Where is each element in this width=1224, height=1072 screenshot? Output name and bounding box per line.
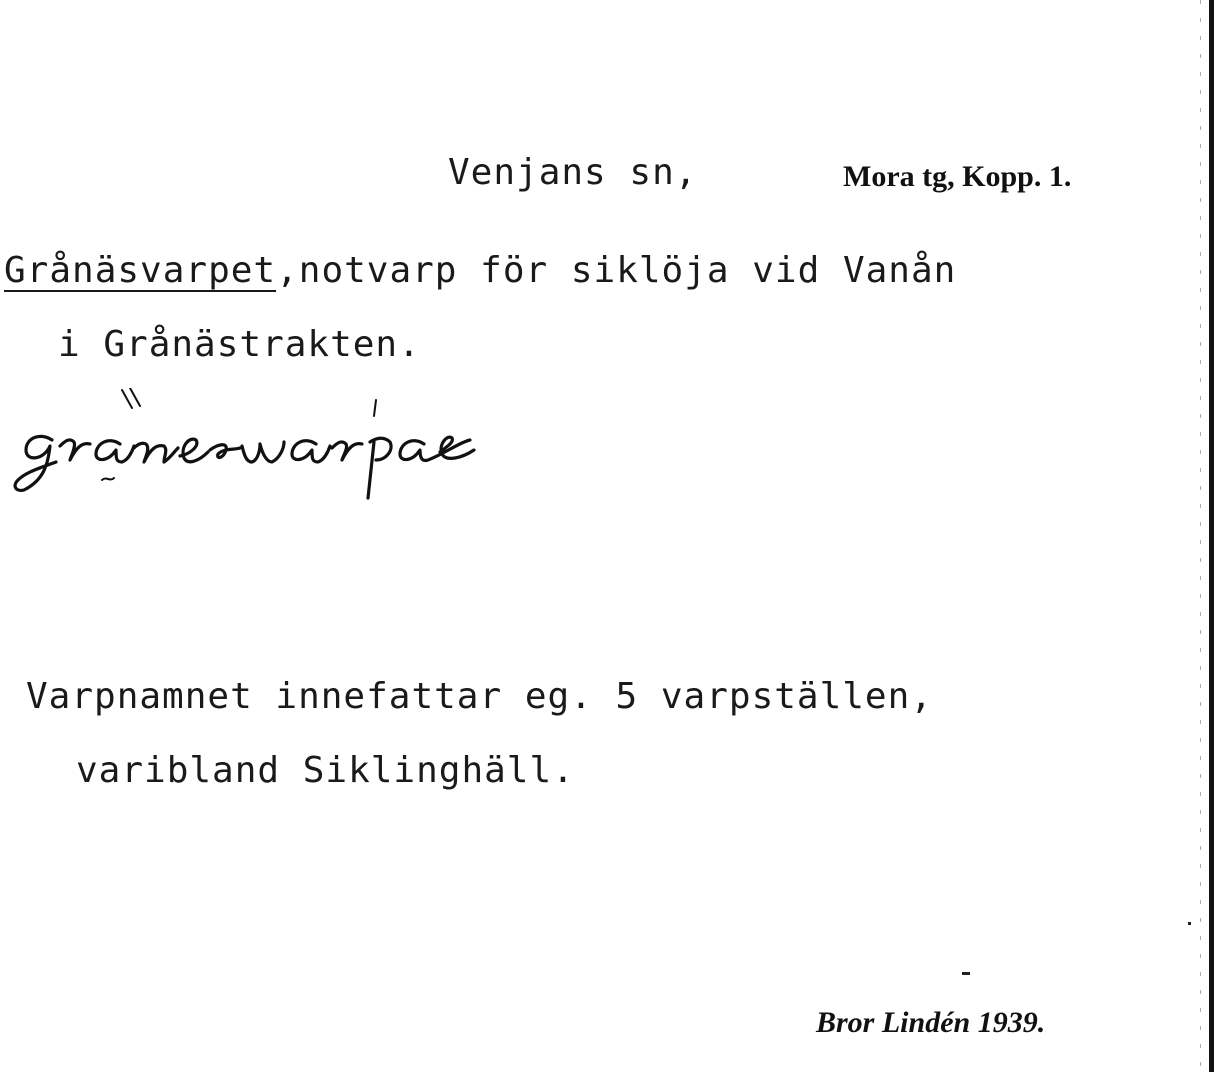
signature: Bror Lindén 1939. — [816, 1006, 1046, 1039]
headword-line — [4, 250, 956, 291]
ink-speck — [962, 972, 970, 975]
handwritten-pronunciation — [4, 388, 524, 508]
definition-line-2: i Grånästrakten. — [58, 324, 421, 365]
card-edge-dotted-line — [1200, 0, 1201, 1072]
parish-text: Venjans sn, — [448, 152, 698, 193]
note-line-1: Varpnamnet innefattar eg. 5 varpställen, — [26, 676, 933, 717]
definition-line-1: ,notvarp för siklöja vid Vanån — [276, 250, 957, 291]
ink-speck — [1188, 922, 1191, 925]
note-line-2: varibland Siklinghäll. — [76, 750, 575, 791]
card-edge-line — [1209, 0, 1214, 1072]
headword: Grånäsvarpet — [4, 250, 277, 291]
district-text: Mora tg, Kopp. 1. — [843, 160, 1072, 193]
